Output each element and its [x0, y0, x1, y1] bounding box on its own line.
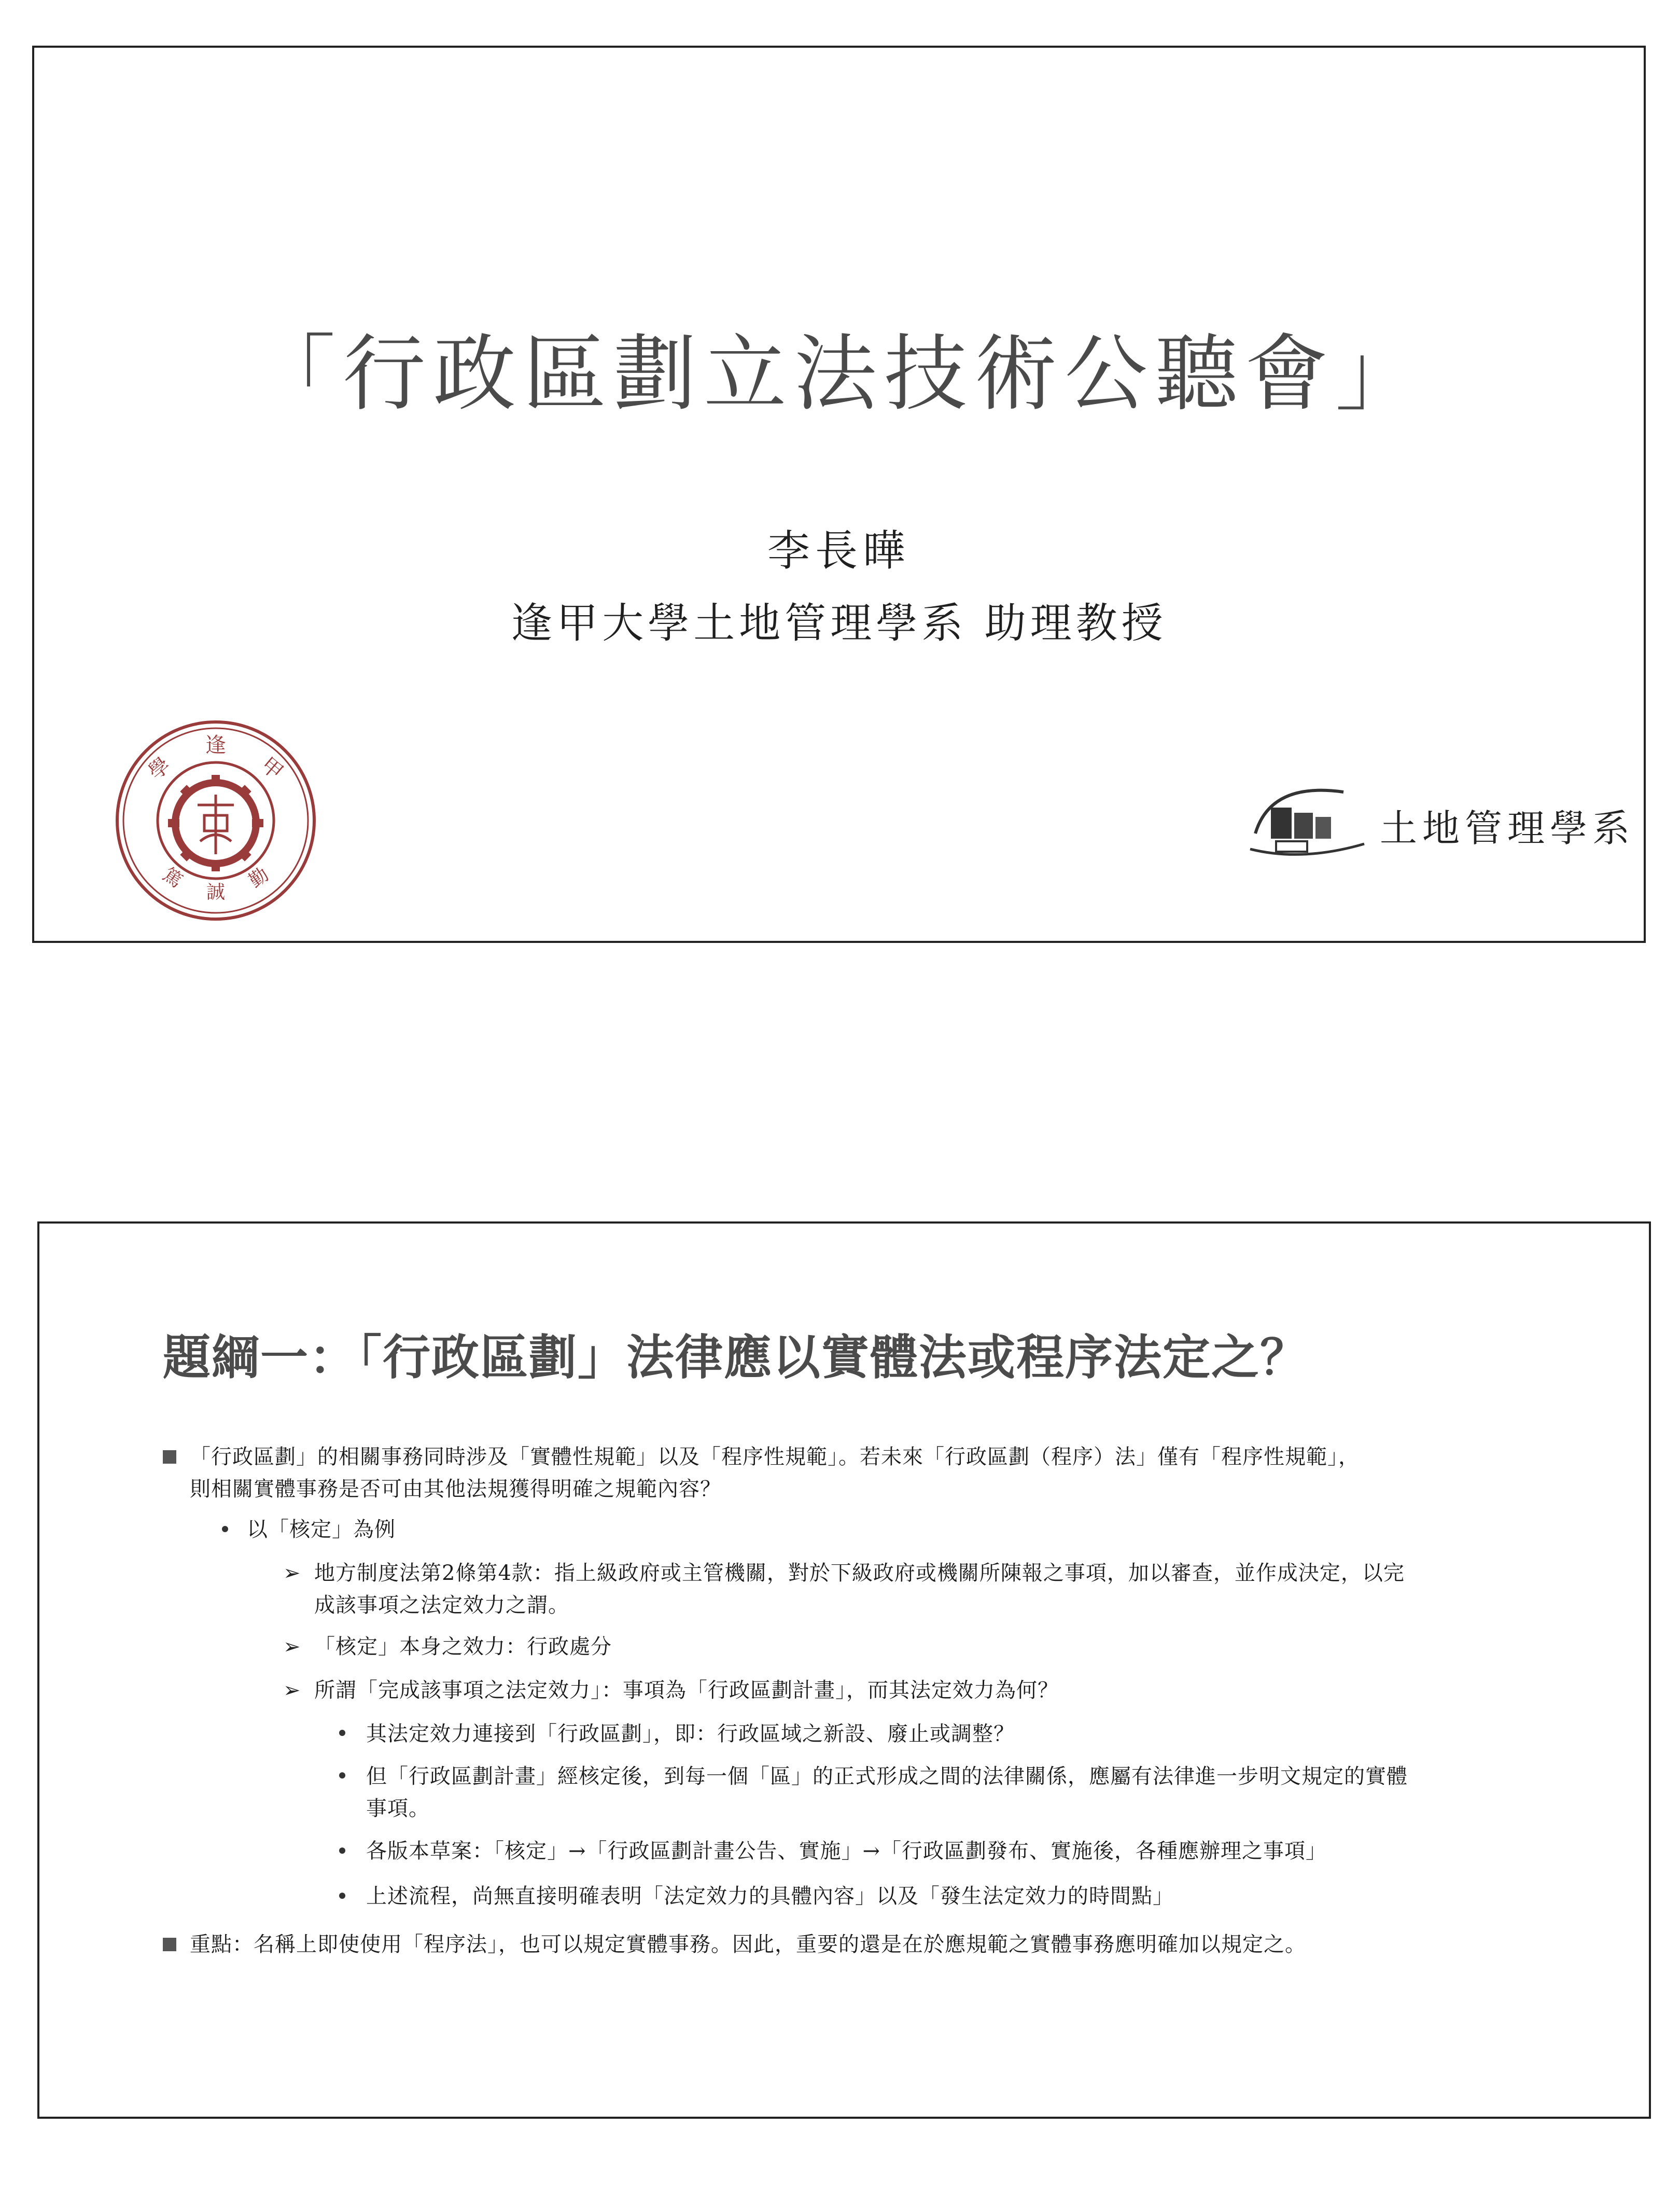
department-building-icon [1240, 771, 1375, 885]
svg-text:甲: 甲 [256, 753, 288, 785]
outline-slide [37, 1221, 1651, 2119]
dot-bullet-icon [339, 1772, 345, 1779]
detail-text: 但「行政區劃計畫」經核定後，到每一個「區」的正式形成之間的法律關係，應屬有法律進一步明文規定的實體 [366, 1765, 1408, 1788]
title-slide [32, 46, 1646, 943]
bullet-text: 則相關實體事務是否可由其他法規獲得明確之規範內容？ [190, 1477, 721, 1501]
svg-text:學: 學 [144, 753, 175, 785]
arrow-item-text: 所謂「完成該事項之法定效力」：事項為「行政區劃計畫」，而其法定效力為何？ [314, 1678, 1059, 1702]
bullet-text: 「行政區劃」的相關事務同時涉及「實體性規範」以及「程序性規範」。若未來「行政區劃（程序）法」僅有「程序性規範」， [190, 1445, 1360, 1469]
arrow-item-text: 「核定」本身之效力：行政處分 [314, 1635, 612, 1659]
author-affiliation: 逢甲大學土地管理學系 助理教授 [511, 599, 1167, 647]
key-point-text: 重點：名稱上即使使用「程序法」，也可以規定實體事務。因此，重要的還是在於應規範之實體事務應明確加以規定之。 [190, 1933, 1306, 1956]
seal-emblem-icon [112, 717, 319, 924]
dot-bullet-icon [339, 1893, 345, 1899]
arrow-bullet-icon: ➢ [283, 1635, 301, 1659]
arrow-bullet-icon: ➢ [283, 1678, 301, 1702]
slide-title: 「行政區劃立法技術公聽會」 [252, 325, 1425, 422]
dot-bullet-icon [339, 1847, 345, 1854]
detail-text: 各版本草案：「核定」→「行政區劃計畫公告、實施」→「行政區劃發布、實施後，各種應辦理之事項」 [366, 1839, 1327, 1863]
author-name: 李長曄 [767, 526, 911, 576]
detail-text: 其法定效力連接到「行政區劃」，即：行政區域之新設、廢止或調整？ [366, 1722, 1015, 1746]
sub-bullet-text: 以「核定」為例 [247, 1518, 396, 1541]
detail-text: 事項。 [366, 1797, 430, 1821]
svg-text:誠: 誠 [206, 882, 226, 903]
detail-text: 上述流程，尚無直接明確表明「法定效力的具體內容」以及「發生法定效力的時間點」 [366, 1884, 1174, 1908]
university-seal-logo [112, 717, 319, 924]
svg-text:篤: 篤 [159, 864, 187, 892]
svg-text:勤: 勤 [245, 864, 273, 892]
arrow-item-text: 地方制度法第2條第4款：指上級政府或主管機關，對於下級政府或機關所陳報之事項，加以審查，並作成決定，以完 [314, 1561, 1405, 1585]
square-bullet-icon [163, 1450, 176, 1464]
department-name: 土地管理學系 [1380, 807, 1635, 850]
dot-bullet-icon [222, 1526, 228, 1532]
svg-text:逢: 逢 [205, 733, 226, 757]
slide-heading: 題綱一：「行政區劃」法律應以實體法或程序法定之？ [163, 1330, 1309, 1385]
square-bullet-icon [163, 1938, 176, 1951]
arrow-bullet-icon: ➢ [283, 1561, 301, 1585]
dot-bullet-icon [339, 1730, 345, 1736]
department-logo [1240, 771, 1644, 885]
arrow-item-text: 成該事項之法定效力之謂。 [314, 1593, 569, 1617]
